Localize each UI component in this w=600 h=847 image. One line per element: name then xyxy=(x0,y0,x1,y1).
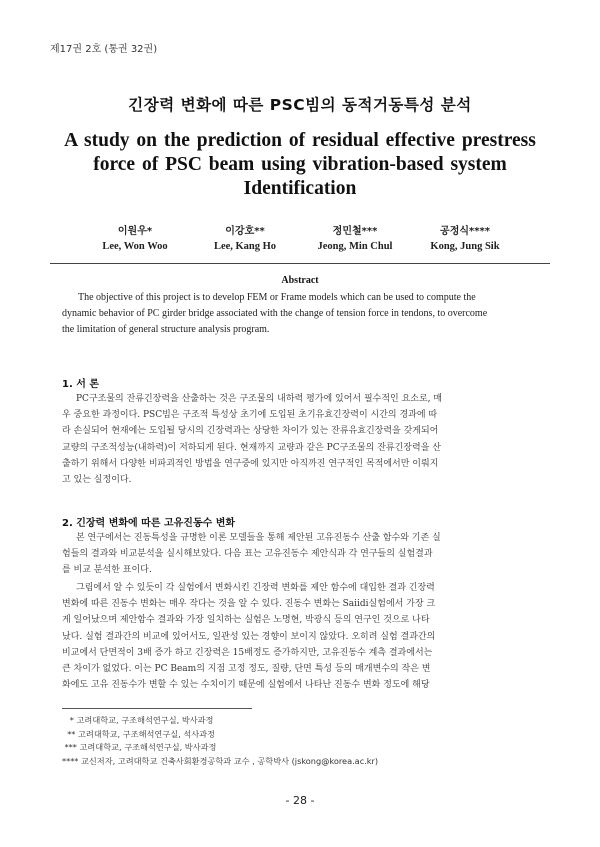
korean-title: 긴장력 변화에 따른 PSC빔의 동적거동특성 분석 xyxy=(128,96,472,114)
paragraph-line: PC구조물의 잔류긴장력을 산출하는 것은 구조물의 내하력 평가에 있어서 필수적인 요소로, 매 xyxy=(76,394,443,404)
paragraph-line: 비교에서 단면적이 3배 증가 하고 긴장력은 15배정도 증가하지만, 고유진동수 계측 결과에서는 xyxy=(62,647,433,658)
author-name-ko: 이원우* xyxy=(117,226,153,237)
english-title xyxy=(60,129,540,201)
title-divider xyxy=(50,263,550,264)
author-list xyxy=(80,222,520,252)
footnote: **** 교신저자, 고려대학교 건축사회환경공학과 교수 , 공학박사 (jskong@korea.ac.kr) xyxy=(62,755,379,766)
paragraph-line: 고 있는 실정이다. xyxy=(62,475,132,486)
author-name-ko: 정민철*** xyxy=(332,226,378,237)
english-title-line: Identification xyxy=(243,178,357,199)
footnote: * 고려대학교, 구조해석연구실, 박사과정 xyxy=(62,715,214,725)
author-name-en: Jeong, Min Chul xyxy=(317,241,393,252)
paragraph-line: 를 비교 분석한 표이다. xyxy=(62,565,152,576)
paragraph-line: 그림에서 알 수 있듯이 각 실험에서 변화시킨 긴장력 변화를 제안 함수에 대입한 결과 긴장력 xyxy=(76,583,435,593)
section-2-heading: 2. 긴장력 변화에 따른 고유진동수 변화 xyxy=(62,518,236,529)
author-name-en: Lee, Won Woo xyxy=(102,241,168,252)
author-name-ko: 이강호** xyxy=(225,226,265,237)
section-1-heading: 1. 서 론 xyxy=(62,379,100,390)
author xyxy=(190,222,300,252)
paragraph-line: 라 손실되어 현재에는 도입될 당시의 긴장력과는 상당한 차이가 있는 잔류유효긴장력을 갖게되어 xyxy=(62,426,439,437)
abstract-line: the limitation of general structure analysis program. xyxy=(62,324,270,335)
abstract-heading: Abstract xyxy=(281,275,319,286)
footnote: ** 고려대학교, 구조해석연구실, 석사과정 xyxy=(62,728,215,739)
author xyxy=(80,222,190,252)
paragraph-line: 게 일어났으며 제안함수 결과와 가장 일치하는 실험은 노명현, 박광식 등의 연구인 것으로 나타 xyxy=(62,615,430,626)
paragraph-line: 났다. 실험 결과간의 비교에 있어서도, 일관성 있는 경향이 보이지 않았다. 오히려 실험 결과간의 xyxy=(62,631,436,642)
section-2-paragraph-2 xyxy=(62,580,538,693)
paragraph-line: 큰 차이가 없었다. 이는 PC Beam의 지점 고정 정도, 질량, 단면 특성 등의 매개변수의 작은 변 xyxy=(62,664,431,675)
author-name-en: Lee, Kang Ho xyxy=(213,241,277,252)
footnote: *** 고려대학교, 구조해석연구실, 박사과정 xyxy=(62,742,217,753)
issue-label: 제17권 2호 (통권 32권) xyxy=(50,44,158,55)
abstract-text xyxy=(62,290,538,338)
paragraph-line: 우 중요한 과정이다. PSC빔은 구조적 특성상 초기에 도입된 초기유효긴장력이 시간의 경과에 따 xyxy=(62,410,438,421)
english-title-line: A study on the prediction of residual effective prestress xyxy=(64,130,536,151)
section-2-paragraph-1 xyxy=(62,530,538,579)
section-1-paragraph xyxy=(62,391,538,488)
paragraph-line: 험들의 결과와 비교분석을 실시해보았다. 다음 표는 고유진동수 제안식과 각 연구들의 실험결과 xyxy=(62,549,433,560)
abstract-line: dynamic behavior of PC girder bridge associated with the change of tension force in tendons, to overcome xyxy=(62,308,488,319)
paragraph-line: 화에도 고유 진동수가 변할 수 있는 수치이기 때문에 실험에서 나타난 진동수 변화 정도에 해당 xyxy=(62,680,430,691)
author-name-ko: 공정식**** xyxy=(440,226,490,237)
author xyxy=(300,222,410,252)
paragraph-line: 출하기 위해서 다양한 비파괴적인 방법을 연구중에 있지만 아직까진 연구적인 목적에서만 이뤄지 xyxy=(62,458,439,469)
abstract-line: The objective of this project is to develop FEM or Frame models which can be used to compute the xyxy=(78,292,476,303)
footnote-divider xyxy=(62,708,252,709)
paragraph-line: 본 연구에서는 진동특성을 규명한 이론 모델들을 통해 제안된 고유진동수 산출 함수와 기존 실 xyxy=(76,533,441,543)
paragraph-line: 교량의 구조적성능(내하력)이 저하되게 된다. 현재까지 교량과 같은 PC구조물의 잔류긴장력을 산 xyxy=(62,442,441,453)
page-number: - 28 - xyxy=(285,794,315,807)
author-name-en: Kong, Jung Sik xyxy=(430,241,500,252)
english-title-line: force of PSC beam using vibration-based system xyxy=(93,154,507,175)
paragraph-line: 변화에 따른 진동수 변화는 매우 작다는 것을 알 수 있다. 진동수 변화는 Saiidi실험에서 가장 크 xyxy=(62,599,436,610)
footnotes xyxy=(62,714,378,768)
author xyxy=(410,222,520,252)
